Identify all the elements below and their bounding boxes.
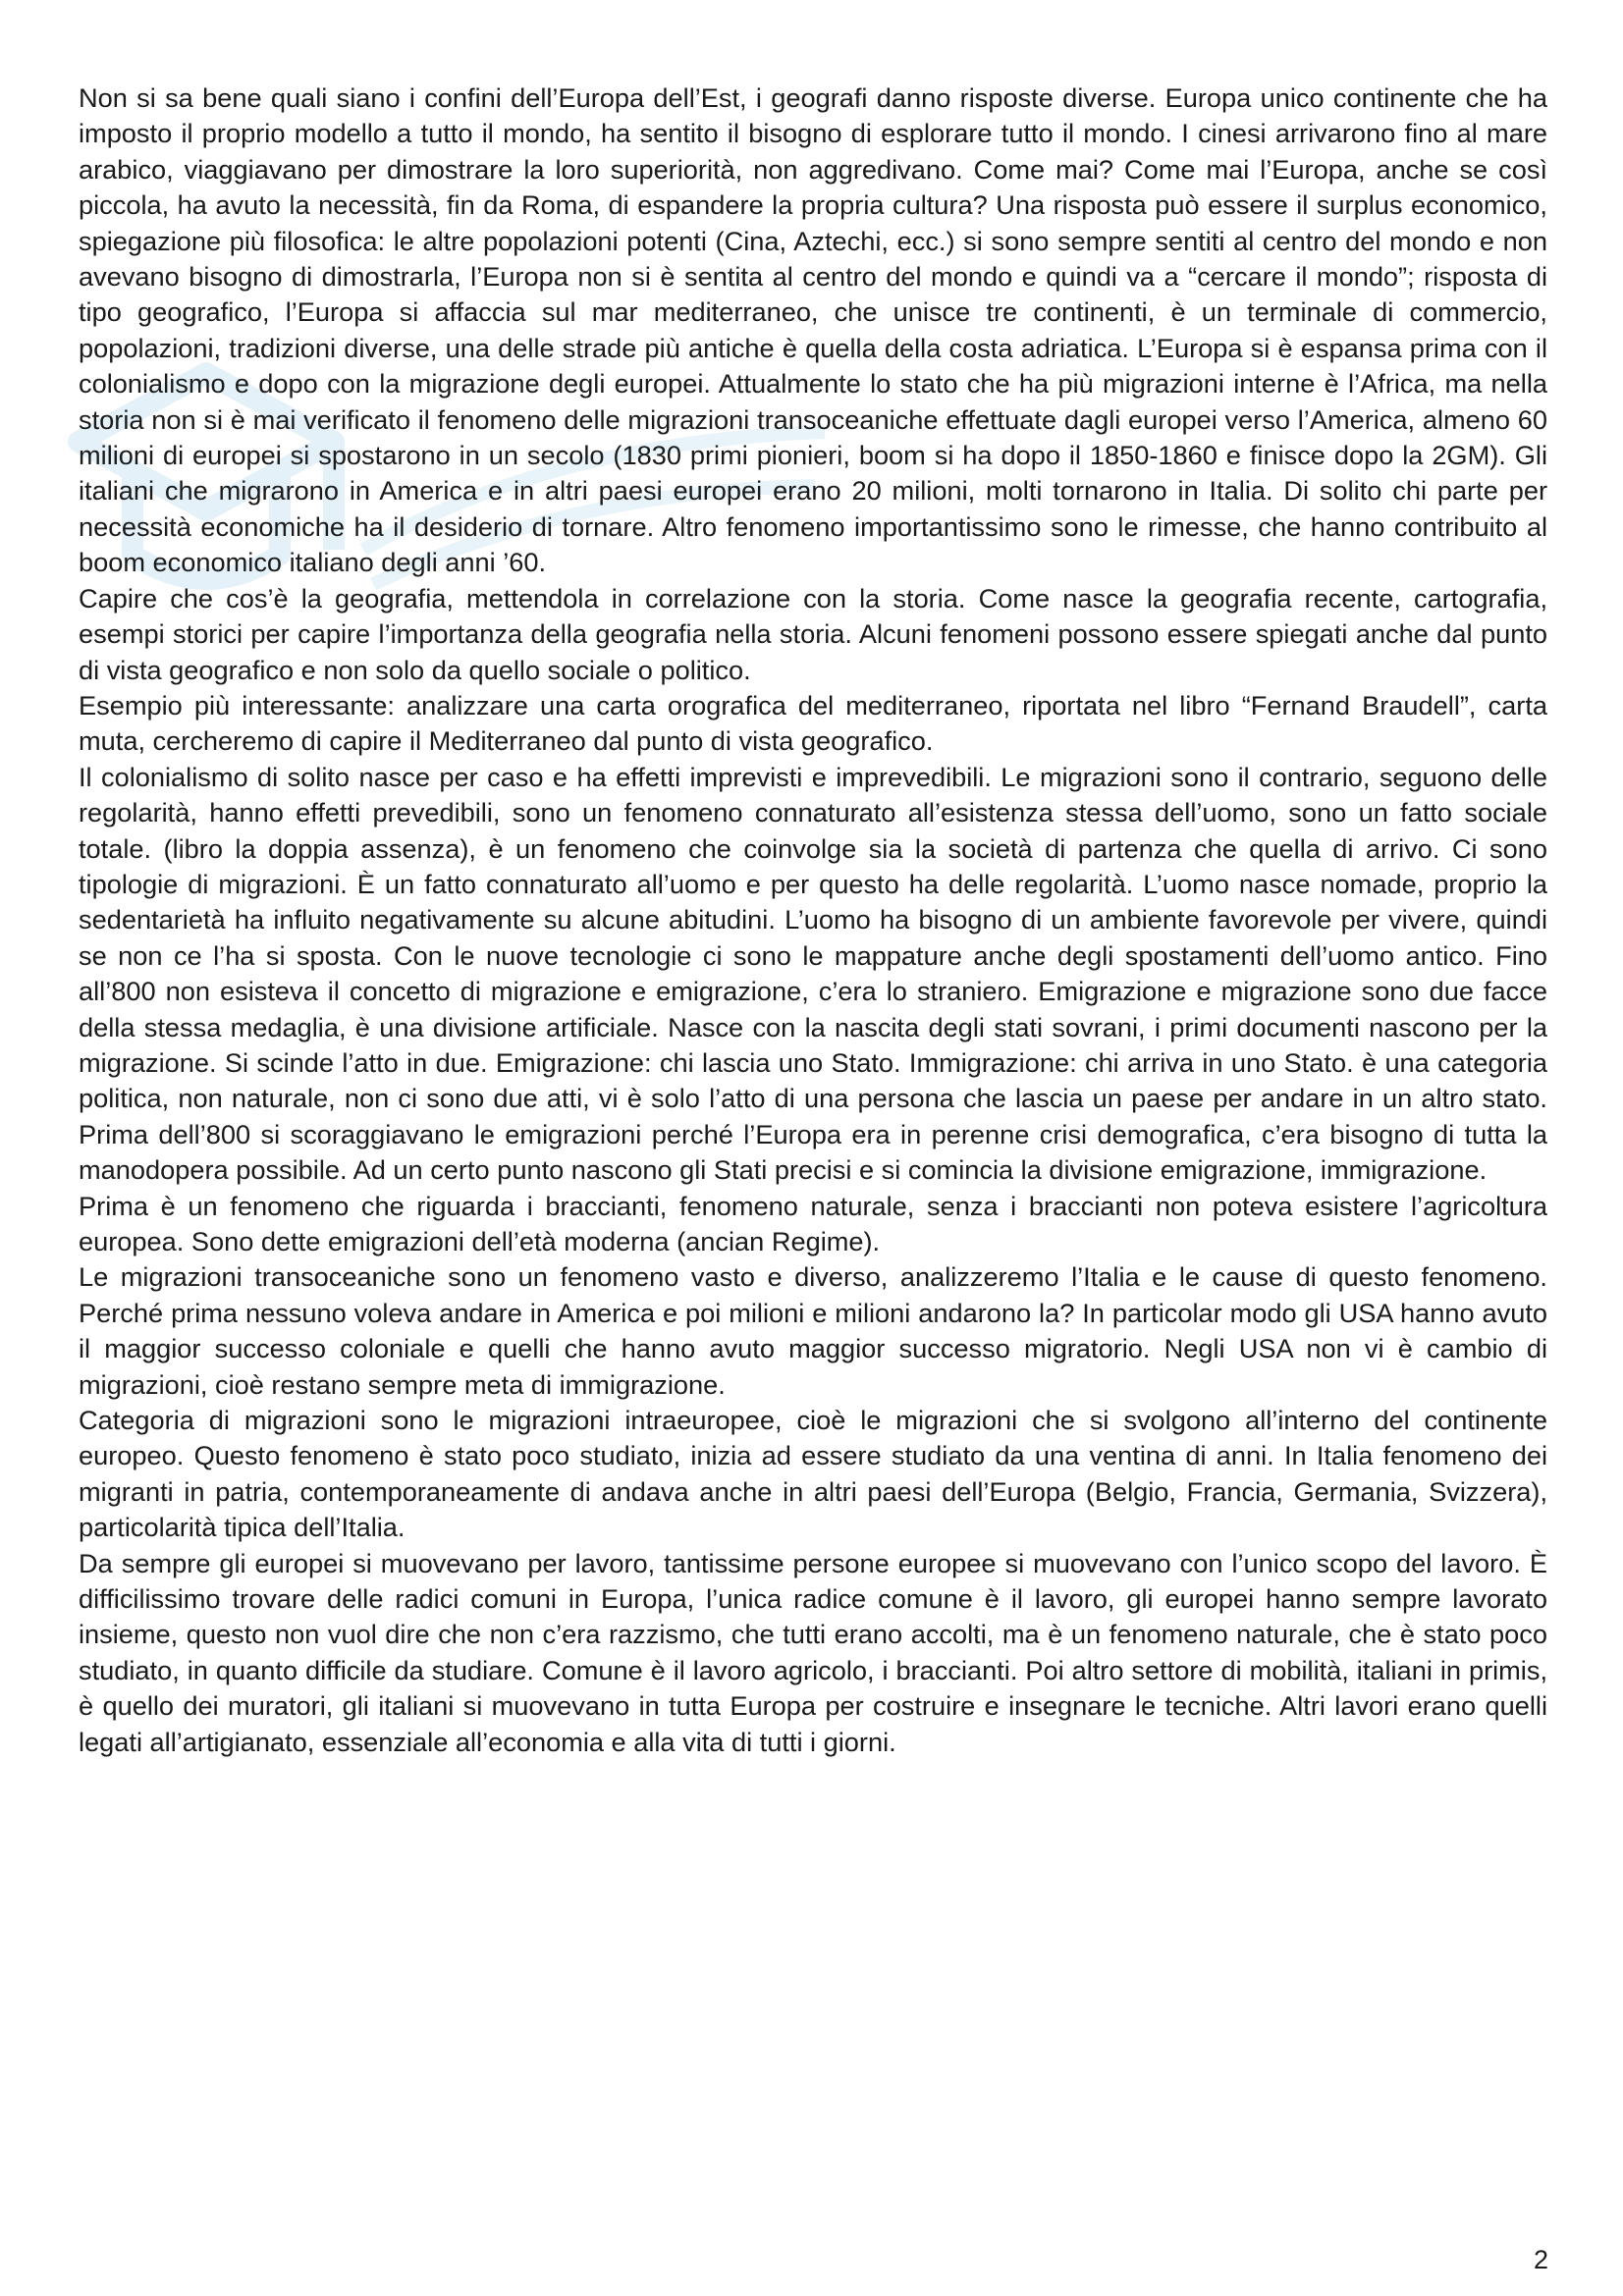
- page-number: 2: [1533, 2245, 1548, 2274]
- paragraph: Prima è un fenomeno che riguarda i braccianti, fenomeno naturale, senza i braccianti non poteva esistere l’agricoltura europea. Sono dette emigrazioni dell’età moderna (ancian Regime).: [79, 1190, 1547, 1256]
- document-body: [79, 80, 1547, 1760]
- paragraph: Da sempre gli europei si muovevano per lavoro, tantissime persone europee si muovevano con l’unico scopo del lavoro. È difficilissimo trovare delle radici comuni in Europa, l’unica radice comune è il lavoro, gli europei hanno sempre lavorato insieme, questo non vuol dire che non c’era razzismo, che tutti erano accolti, ma è un fenomeno naturale, che è stato poco studiato, in quanto difficile da studiare. Comune è il lavoro agricolo, i braccianti. Poi altro settore di mobilità, italiani in primis, è quello dei muratori, gli italiani si muovevano in tutta Europa per costruire e insegnare le tecniche. Altri lavori erano quelli legati all’artigianato, essenziale all’economia e alla vita di tutti i giorni.: [79, 1547, 1547, 1757]
- paragraph: Esempio più interessante: analizzare una carta orografica del mediterraneo, riportata nel libro “Fernand Braudell”, carta muta, cercheremo di capire il Mediterraneo dal punto di vista geografico.: [79, 689, 1547, 757]
- paragraph: Il colonialismo di solito nasce per caso e ha effetti imprevisti e imprevedibili. Le migrazioni sono il contrario, seguono delle regolarità, hanno effetti prevedibili, sono un fenomeno connaturato all’esistenza stessa dell’uomo, sono un fatto sociale totale. (libro la doppia assenza), è un fenomeno che coinvolge sia la società di partenza che quella di arrivo. Ci sono tipologie di migrazioni. È un fatto connaturato all’uomo e per questo ha delle regolarità. L’uomo nasce nomade, proprio la sedentarietà ha influito negativamente su alcune abitudini. L’uomo ha bisogno di un ambiente favorevole per vivere, quindi se non ce l’ha si sposta. Con le nuove tecnologie ci sono le mappature anche degli spostamenti dell’uomo antico. Fino all’800 non esisteva il concetto di migrazione e emigrazione, c’era lo straniero. Emigrazione e migrazione sono due facce della stessa medaglia, è una divisione artificiale. Nasce con la nascita degli stati sovrani, i primi documenti nascono per la migrazione. Si scinde l’atto in due. Emigrazione: chi lascia uno Stato. Immigrazione: chi arriva in uno Stato. è una categoria politica, non naturale, non ci sono due atti, vi è solo l’atto di una persona che lascia un paese per andare in un altro stato. Prima dell’800 si scoraggiavano le emigrazioni perché l’Europa era in perenne crisi demografica, c’era bisogno di tutta la manodopera possibile. Ad un certo punto nascono gli Stati precisi e si comincia la divisione emigrazione, immigrazione.: [79, 761, 1547, 1186]
- paragraph: Non si sa bene quali siano i confini dell’Europa dell’Est, i geografi danno risposte diverse. Europa unico continente che ha imposto il proprio modello a tutto il mondo, ha sentito il bisogno di esplorare tutto il mondo. I cinesi arrivarono fino al mare arabico, viaggiavano per dimostrare la loro superiorità, non aggredivano. Come mai? Come mai l’Europa, anche se così piccola, ha avuto la necessità, fin da Roma, di espandere la propria cultura? Una risposta può essere il surplus economico, spiegazione più filosofica: le altre popolazioni potenti (Cina, Aztechi, ecc.) si sono sempre sentiti al centro del mondo e non avevano bisogno di dimostrarla, l’Europa non si è sentita al centro del mondo e quindi va a “cercare il mondo”; risposta di tipo geografico, l’Europa si affaccia sul mar mediterraneo, che unisce tre continenti, è un terminale di commercio, popolazioni, tradizioni diverse, una delle strade più antiche è quella della costa adriatica. L’Europa si è espansa prima con il colonialismo e dopo con la migrazione degli europei. Attualmente lo stato che ha più migrazioni interne è l’Africa, ma nella storia non si è mai verificato il fenomeno delle migrazioni transoceaniche effettuate dagli europei verso l’America, almeno 60 milioni di europei si spostarono in un secolo (1830 primi pionieri, boom si ha dopo il 1850-1860 e finisce dopo la 2GM). Gli italiani che migrarono in America e in altri paesi europei erano 20 milioni, molti tornarono in Italia. Di solito chi parte per necessità economiche ha il desiderio di tornare. Altro fenomeno importantissimo sono le rimesse, che hanno contribuito al boom economico italiano degli anni ’60.: [79, 82, 1547, 578]
- paragraph: Capire che cos’è la geografia, mettendola in correlazione con la storia. Come nasce la geografia recente, cartografia, esempi storici per capire l’importanza della geografia nella storia. Alcuni fenomeni possono essere spiegati anche dal punto di vista geografico e non solo da quello sociale o politico.: [79, 582, 1547, 685]
- paragraph: Categoria di migrazioni sono le migrazioni intraeuropee, cioè le migrazioni che si svolgono all’interno del continente europeo. Questo fenomeno è stato poco studiato, inizia ad essere studiato da una ventina di anni. In Italia fenomeno dei migranti in patria, contemporaneamente di andava anche in altri paesi dell’Europa (Belgio, Francia, Germania, Svizzera), particolarità tipica dell’Italia.: [79, 1405, 1547, 1543]
- paragraph: Le migrazioni transoceaniche sono un fenomeno vasto e diverso, analizzeremo l’Italia e le cause di questo fenomeno. Perché prima nessuno voleva andare in America e poi milioni e milioni andarono la? In particolar modo gli USA hanno avuto il maggior successo coloniale e quelli che hanno avuto maggior successo migratorio. Negli USA non vi è cambio di migrazioni, cioè restano sempre meta di immigrazione.: [79, 1261, 1547, 1400]
